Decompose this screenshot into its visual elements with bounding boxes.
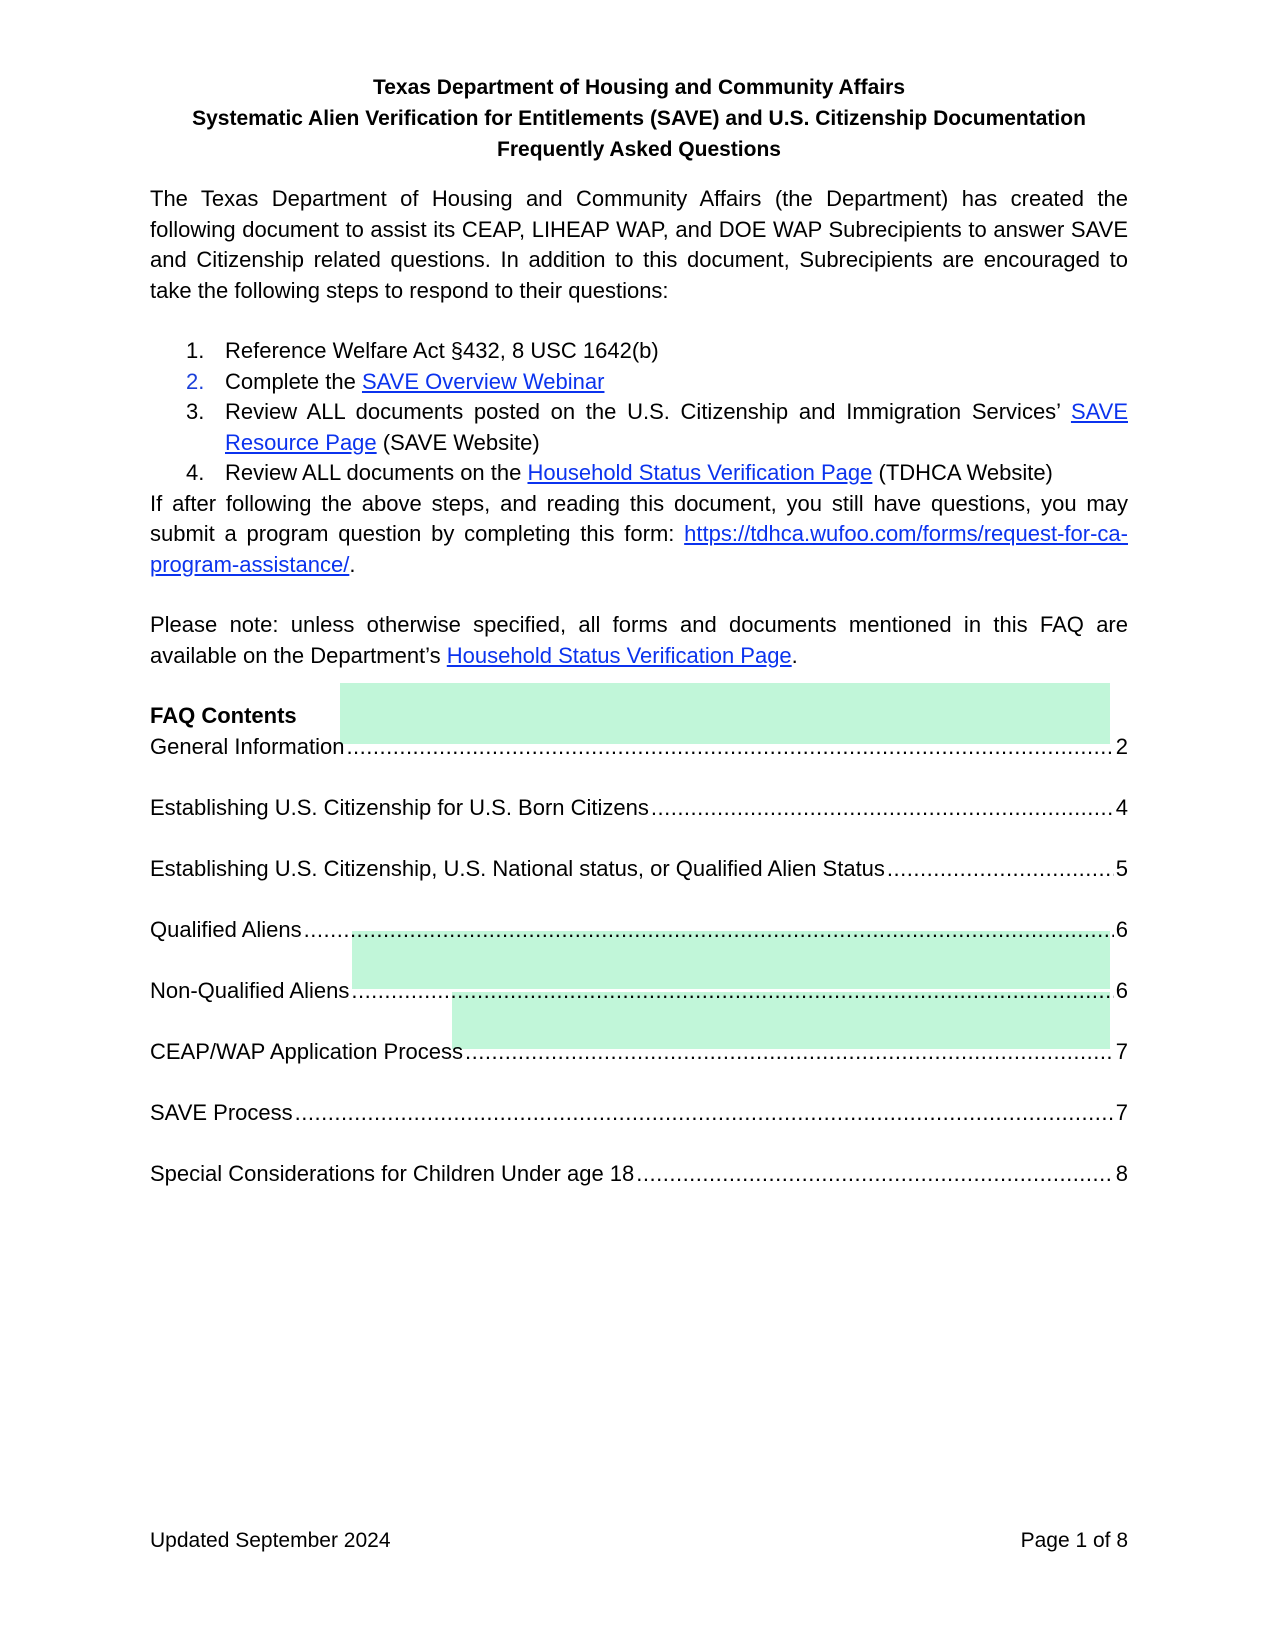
step-text: Review ALL documents posted on the U.S. Citizenship and Immigration Services’ (225, 399, 1071, 424)
toc-entry-label: CEAP/WAP Application Process (150, 1038, 464, 1064)
toc-leader-dots (351, 976, 1113, 1007)
toc-entry-page: 6 (1115, 977, 1128, 1003)
page-footer (150, 1527, 1128, 1555)
footer-page-number: Page 1 of 8 (1020, 1529, 1128, 1552)
household-status-verification-link[interactable]: Household Status Verification Page (446, 642, 792, 668)
document-page (150, 72, 1128, 1189)
toc-entry-page: 7 (1115, 1038, 1128, 1064)
followup-period: . (349, 551, 356, 577)
toc-entry-save-process[interactable] (150, 1098, 1128, 1129)
step-number: 4. (186, 460, 205, 485)
note-text: Please note: unless otherwise specified, all forms and documents mentioned in this FAQ are available on the Department’s (150, 612, 1128, 668)
toc-entry-page: 7 (1115, 1099, 1128, 1125)
toc-entry-label: Establishing U.S. Citizenship for U.S. Born Citizens (150, 794, 649, 820)
toc-entry-qualified-aliens[interactable] (150, 915, 1128, 946)
step-item (150, 458, 1128, 489)
title-line-subject: Systematic Alien Verification for Entitlements (SAVE) and U.S. Citizenship Documentation (192, 107, 1086, 130)
toc-entry-label: Non-Qualified Aliens (150, 977, 350, 1003)
toc-entry-us-born-citizens[interactable] (150, 793, 1128, 824)
faq-contents (150, 701, 1128, 1189)
step-item (150, 336, 1128, 367)
toc-entry-label: Special Considerations for Children Under age 18 (150, 1160, 635, 1186)
toc-entry-general-information[interactable] (150, 732, 1128, 763)
program-assistance-form-link[interactable]: https://tdhca.wufoo.com/forms/request-for-ca-program-assistance/ (150, 521, 1128, 577)
toc-leader-dots (346, 732, 1113, 763)
step-number: 3. (186, 399, 205, 424)
step-item (150, 397, 1128, 458)
followup-text: If after following the above steps, and reading this document, you still have questions, you may submit a program question by completing this form: (150, 490, 1128, 546)
toc-leader-dots (651, 793, 1114, 824)
step-text: Review ALL documents on the (225, 460, 528, 485)
step-item (150, 367, 1128, 398)
toc-entry-page: 8 (1115, 1160, 1128, 1186)
document-title (150, 72, 1128, 165)
toc-entry-children-under-18[interactable] (150, 1159, 1128, 1190)
save-resource-page-link[interactable]: SAVE Resource Page (225, 399, 1128, 455)
step-text-suffix: (SAVE Website) (376, 429, 540, 455)
steps-list (150, 336, 1128, 489)
note-paragraph (150, 610, 1128, 671)
save-overview-webinar-link[interactable]: SAVE Overview Webinar (361, 368, 605, 394)
step-number: 1. (186, 338, 205, 363)
toc-entry-label: General Information (150, 733, 345, 759)
toc-leader-dots (887, 854, 1114, 885)
toc-leader-dots (636, 1159, 1113, 1190)
toc-leader-dots (465, 1037, 1114, 1068)
intro-paragraph: The Texas Department of Housing and Community Affairs (the Department) has created the following document to assist its CEAP, LIHEAP WAP, and DOE WAP Subrecipients to answer SAVE and Citizenship related questions. In addition to this document, Subrecipients are encouraged to take the following steps to respond to their questions: (150, 186, 1128, 303)
toc-entry-page: 5 (1115, 855, 1128, 881)
toc-entry-non-qualified-aliens[interactable] (150, 976, 1128, 1007)
household-status-verification-link[interactable]: Household Status Verification Page (527, 460, 873, 485)
step-number: 2. (186, 368, 205, 394)
toc-entry-page: 2 (1115, 733, 1128, 759)
note-period: . (791, 642, 798, 668)
toc-leader-dots (304, 915, 1114, 946)
toc-entry-label: Establishing U.S. Citizenship, U.S. National status, or Qualified Alien Status (150, 855, 885, 881)
title-line-agency: Texas Department of Housing and Community Affairs (372, 76, 906, 99)
toc-entry-application-process[interactable] (150, 1037, 1128, 1068)
toc-entry-page: 6 (1115, 916, 1128, 942)
title-line-faq: Frequently Asked Questions (497, 138, 781, 161)
step-text: Complete the (225, 368, 362, 394)
toc-heading: FAQ Contents (150, 703, 297, 728)
toc-entry-page: 4 (1115, 794, 1128, 820)
toc-entry-label: SAVE Process (150, 1099, 293, 1125)
followup-paragraph (150, 489, 1128, 581)
step-text: Reference Welfare Act §432, 8 USC 1642(b) (225, 338, 659, 363)
toc-leader-dots (295, 1098, 1114, 1129)
footer-updated-date: Updated September 2024 (150, 1529, 391, 1552)
toc-entry-label: Qualified Aliens (150, 916, 302, 942)
step-text-suffix: (TDHCA Website) (872, 460, 1053, 485)
toc-entry-citizenship-national-qualified[interactable] (150, 854, 1128, 885)
